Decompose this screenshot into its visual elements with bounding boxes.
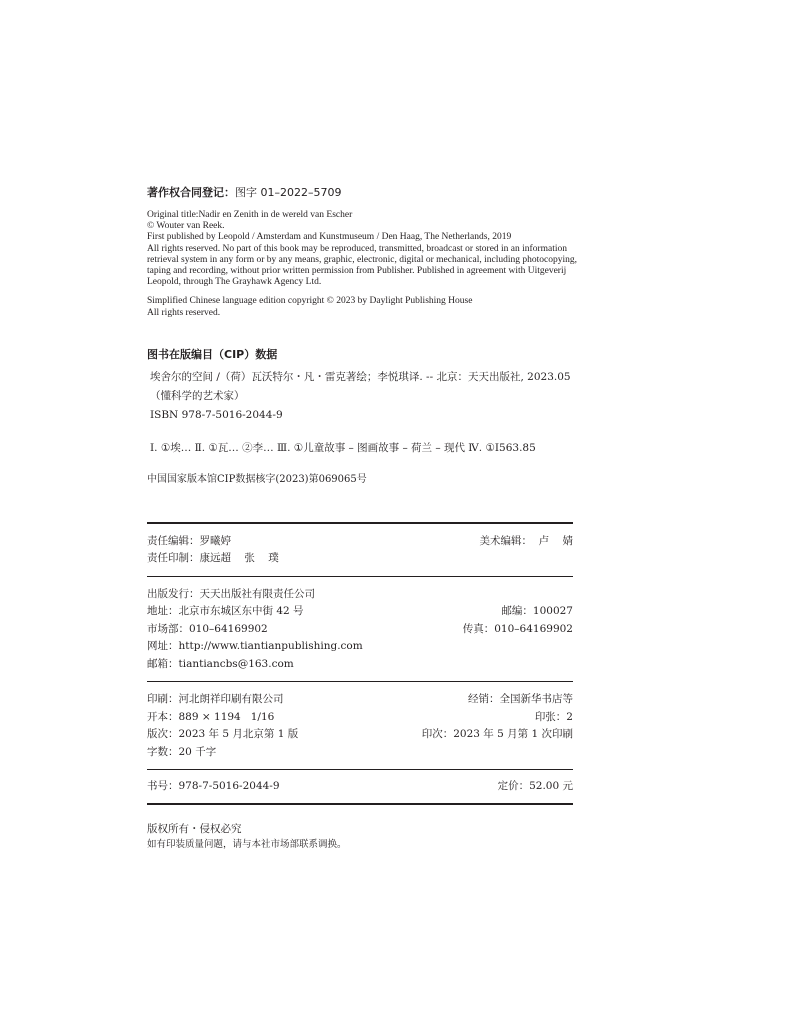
english-line: taping and recording, without prior written permission from Publisher. Published in agreement with Uitgeverij [147, 266, 567, 277]
chinese-edition-notice [147, 296, 573, 318]
cip-record-number: 中国国家版本馆CIP数据核字(2023)第069065号 [147, 473, 367, 485]
publisher-website: 网址：http://www.tiantianpublishing.com [147, 640, 363, 653]
quality-note: 如有印装质量问题，请与本社市场部联系调换。 [147, 838, 347, 850]
print-supervisor: 责任印制：康远超 张 璞 [147, 552, 279, 565]
printing-section [147, 682, 573, 770]
printer: 印刷：河北朗祥印刷有限公司 [147, 693, 284, 706]
english-line: All rights reserved. No part of this book may be reproduced, transmitted, broadcast or stored in an information [147, 243, 567, 254]
fax-number: 传真：010–64169902 [462, 622, 573, 635]
distributor: 经销：全国新华书店等 [468, 693, 573, 706]
cip-series-line: （懂科学的艺术家） [150, 389, 245, 402]
responsible-editor: 责任编辑：罗曦婷 [147, 534, 231, 547]
publisher-postcode: 邮编：100027 [501, 605, 573, 618]
staff-section [147, 524, 573, 577]
publisher-address: 地址：北京市东城区东中街 42 号 [147, 605, 304, 618]
rights-reserved: 版权所有・侵权必究 [147, 822, 242, 835]
english-line: © Wouter van Reek. [147, 221, 225, 232]
cip-classification: Ⅰ. ①埃… Ⅱ. ①瓦… ②李… Ⅲ. ①儿童故事 – 图画故事 – 荷兰 – 现代 Ⅳ. ①I563.85 [150, 441, 536, 454]
cip-isbn-line: ISBN 978-7-5016-2044-9 [150, 408, 283, 421]
english-line: retrieval system in any form or by any means, graphic, electronic, digital or mechanical, including photocopying, [147, 254, 578, 265]
price: 定价：52.00 元 [497, 780, 573, 793]
word-count: 字数：20 千字 [147, 745, 217, 758]
copyright-registration [147, 185, 573, 201]
original-rights-notice [147, 210, 578, 288]
impression: 印次：2023 年 5 月第 1 次印刷 [421, 728, 573, 741]
copyright-registration-value: 图字 01–2022–5709 [235, 186, 342, 199]
market-phone: 市场部：010–64169902 [147, 622, 268, 635]
english-line: All rights reserved. [147, 307, 221, 318]
cip-title: 图书在版编目（CIP）数据 [147, 347, 278, 361]
book-number: 书号：978-7-5016-2044-9 [147, 780, 280, 793]
price-section [147, 770, 573, 805]
publisher-section [147, 577, 573, 683]
art-editor: 美术编辑： 卢 婧 [479, 534, 573, 547]
imprint-table [147, 522, 573, 805]
english-line: First published by Leopold / Amsterdam and Kunstmuseum / Den Haag, The Netherlands, 2019 [147, 232, 512, 243]
english-line: Simplified Chinese language edition copyright © 2023 by Daylight Publishing House [147, 296, 473, 307]
copyright-page [147, 185, 578, 852]
cip-title-line: 埃舍尔的空间 /（荷）瓦沃特尔・凡・雷克著绘；李悦琪译. -- 北京：天天出版社, 2023.05 [150, 370, 571, 383]
publisher-email: 邮箱：tiantiancbs@163.com [147, 657, 294, 670]
printed-sheets: 印张：2 [534, 710, 573, 723]
edition: 版次：2023 年 5 月北京第 1 版 [147, 728, 299, 741]
english-line: Leopold, through The Grayhawk Agency Ltd. [147, 277, 322, 288]
copyright-registration-label: 著作权合同登记： [147, 186, 235, 199]
english-line: Original title:Nadir en Zenith in de wereld van Escher [147, 210, 353, 220]
publisher-name: 出版发行：天天出版社有限责任公司 [147, 587, 315, 600]
book-format: 开本：889 × 1194 1/16 [147, 710, 275, 723]
